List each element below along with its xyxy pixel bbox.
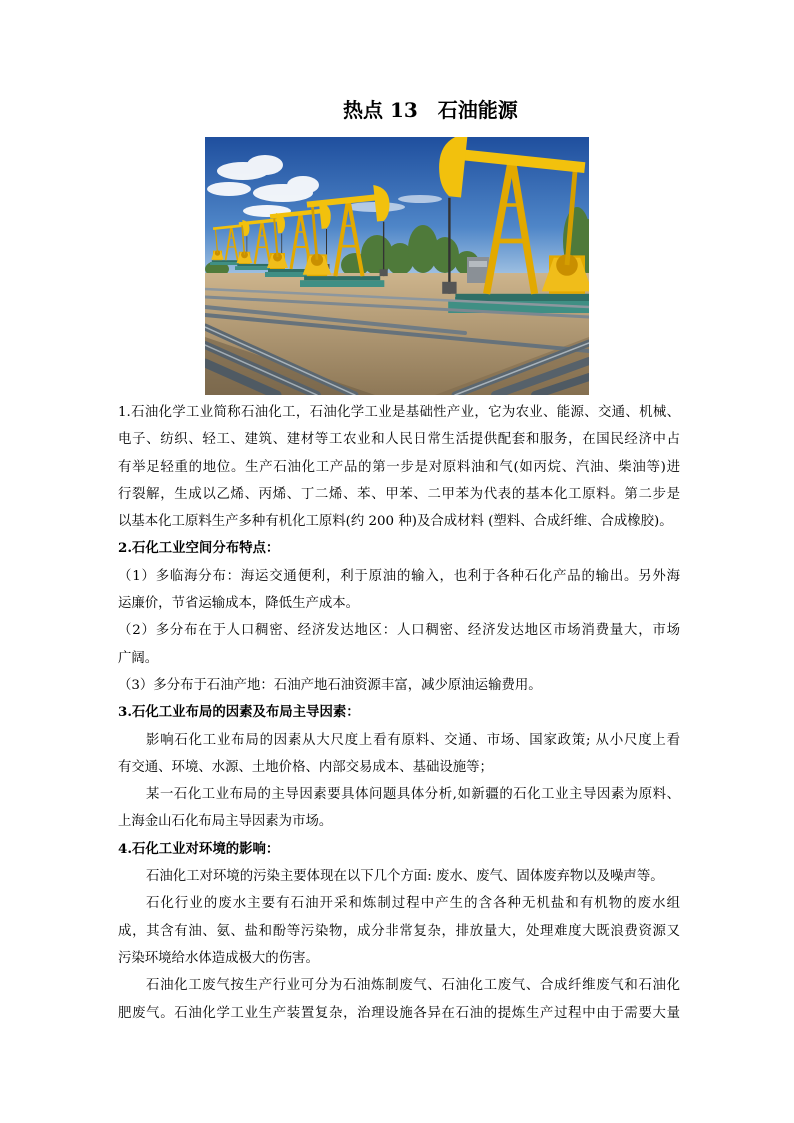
- section-heading: 4.石化工业对环境的影响：: [118, 840, 280, 857]
- text-line: 某一石化工业布局的主导因素要具体问题具体分析,如新疆的石化工业主导因素为原料、: [146, 787, 680, 803]
- cabinet-panel: [469, 261, 487, 267]
- text-line: 肥废气。石油化学工业生产装置复杂，治理设施各异在石油的提炼生产过程中由于需要大量: [118, 1005, 680, 1021]
- oil-field-illustration: [205, 137, 589, 395]
- document-body: [118, 399, 680, 1027]
- list-item: [118, 672, 680, 699]
- intro-paragraph: [118, 399, 680, 535]
- text-line: 成，其含有油、氨、盐和酚等污染物，成分非常复杂，排放量大，处理难度大既浪费资源又: [118, 923, 680, 939]
- list-item: [118, 617, 680, 672]
- text-line: （2）多分布在于人口稠密、经济发达地区：人口稠密、经济发达地区市场消费量大，市场: [118, 623, 680, 639]
- paragraph: [118, 727, 680, 782]
- list-item: [118, 563, 680, 618]
- text-line: 影响石化工业布局的因素从大尺度上看有原料、交通、市场、国家政策; 从小尺度上看: [146, 732, 680, 748]
- text-line: 上海金山石化布局主导因素为市场。: [118, 814, 333, 830]
- paragraph: [118, 863, 680, 890]
- text-line: 广阔。: [118, 650, 159, 666]
- paragraph: [118, 781, 680, 836]
- oil-pump-jacks-photo: [205, 137, 589, 395]
- paragraph: [118, 972, 680, 1027]
- paragraph: [118, 890, 680, 972]
- text-line: 有交通、环境、水源、土地价格、内部交易成本、基础设施等；: [118, 759, 493, 775]
- text-line: 以基本化工原料生产多种有机化工原料(约 200 种)及合成材料 (塑料、合成纤维、合成橡胶)。: [118, 514, 673, 530]
- section-heading: 2.石化工业空间分布特点：: [118, 540, 280, 557]
- text-line: 有举足轻重的地位。生产石油化工产品的第一步是对原料油和气(如丙烷、汽油、柴油等)进: [118, 459, 680, 475]
- text-line: 石化行业的废水主要有石油开采和炼制过程中产生的含各种无机盐和有机物的废水组: [146, 896, 680, 912]
- text-line: 行裂解，生成以乙烯、丙烯、丁二烯、苯、甲苯、二甲苯为代表的基本化工原料。第二步是: [118, 486, 680, 502]
- page-title: 热点 13 石油能源: [343, 98, 518, 122]
- text-line: （3）多分布于石油产地：石油产地石油资源丰富，减少原油运输费用。: [118, 677, 542, 693]
- text-line: 污染环境给水体造成极大的伤害。: [118, 950, 319, 966]
- text-line: 石油化工废气按生产行业可分为石油炼制废气、石油化工废气、合成纤维废气和石油化: [146, 978, 680, 994]
- text-line: 石油化工对环境的污染主要体现在以下几个方面: 废水、废气、固体废弃物以及噪声等。: [146, 869, 664, 885]
- text-line: 电子、纺织、轻工、建筑、建材等工农业和人民日常生活提供配套和服务，在国民经济中占: [118, 432, 680, 448]
- section-heading: 3.石化工业布局的因素及布局主导因素：: [118, 704, 360, 721]
- text-line: 运廉价，节省运输成本，降低生产成本。: [118, 596, 360, 612]
- text-line: （1）多临海分布：海运交通便利，利于原油的输入，也利于各种石化产品的输出。另外海: [118, 568, 680, 584]
- text-line: 1.石油化学工业简称石油化工，石油化学工业是基础性产业，它为农业、能源、交通、机械、: [118, 405, 680, 420]
